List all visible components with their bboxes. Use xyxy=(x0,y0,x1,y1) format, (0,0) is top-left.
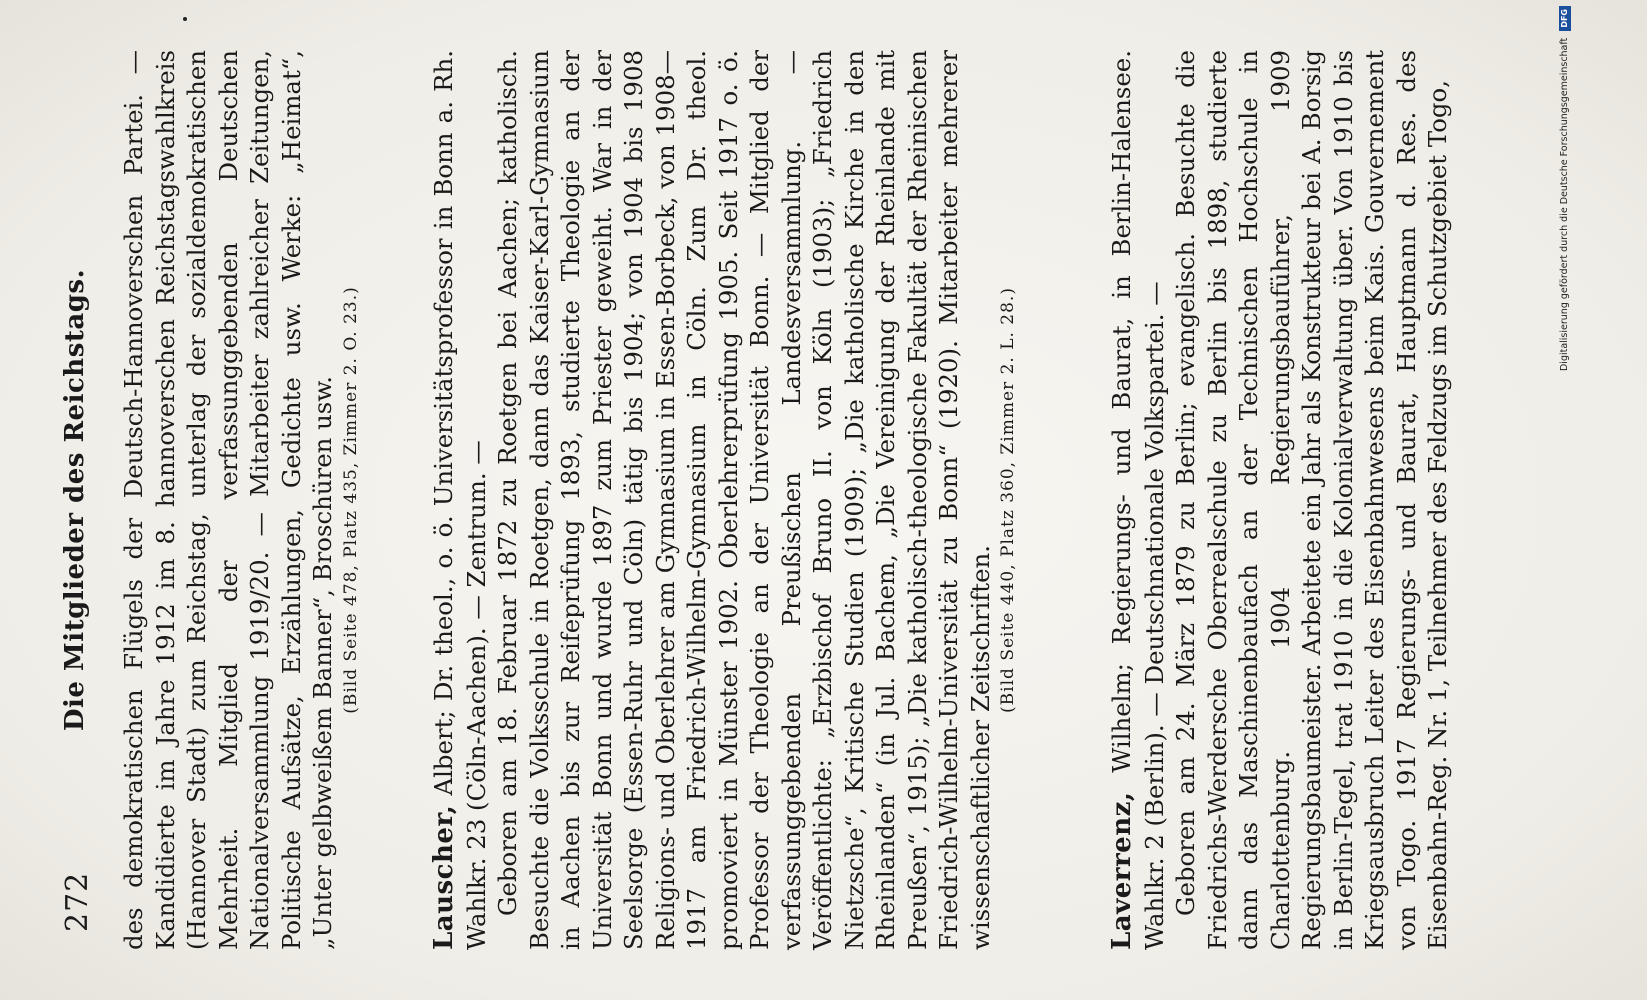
entry-name: Lauscher, xyxy=(429,804,459,950)
entry-continuation xyxy=(118,50,363,950)
entry-laverrenz xyxy=(1106,50,1454,950)
dfg-logo: DFG xyxy=(1559,6,1571,31)
credit-text: Digitalisierung gefördert durch die Deutsche Forschungsgemeinschaft xyxy=(1559,37,1570,372)
entry-reference: (Bild Seite 440, Platz 360, Zimmer 2. L. 28.) xyxy=(998,287,1018,713)
digitization-credit xyxy=(1555,0,1575,1000)
entry-body: Geboren am 24. März 1879 zu Berlin; evangelisch. Besuchte die Friedrichs-Werdersche Oberrealschule zu Berlin bis 1898, studierte dann das Maschinenbaufach an der Technischen Hochschule in Charlottenburg. 1904 Regierungsbauführer, 1909 Regierungsbaumeister. Arbeitete ein Jahr als Konstrukteur bei A. Borsig in Berlin-Tegel, trat 1910 in die Kolonialverwaltung über. Von 1910 bis Kriegsausbruch Leiter des Eisenbahnwesens beim Kais. Gouvernement von Togo. 1917 Regierungs- und Baurat, Hauptmann d. Res. des Eisenbahn-Reg. Nr. 1, Teilnehmer des Feldzugs im Schutzgebiet Togo, xyxy=(1171,50,1452,950)
page-title: Die Mitglieder des Reichstags. xyxy=(60,268,90,732)
entry-body: Geboren am 18. Februar 1872 zu Roetgen bei Aachen; katholisch. Besuchte die Volksschule in Roetgen, dann das Kaiser-Karl-Gymnasium in Aachen bis zur Reifeprüfung 1893, studierte Theologie an der Universität Bonn und wurde 1897 zum Priester geweiht. War in der Seelsorge (Essen-Ruhr und Cöln) tätig bis 1904; von 1904 bis 1908 Religions- und Oberlehrer am Gymnasium in Essen-Borbeck, von 1908—1917 am Friedrich-Wilhelm-Gymnasium in Cöln. Zum Dr. theol. promoviert in Münster 1902. Oberlehrerprüfung 1905. Seit 1917 o. ö. Professor der Theologie an der Universität Bonn. — Mitglied der verfassunggebenden Preußischen Landesversammlung. — Veröffentlichte: „Erzbischof Bruno II. von Köln (1903); „Friedrich Nietzsche“, Kritische Studien (1909); „Die katholische Kirche in den Rheinlanden“ (in Jul. Bachem, „Die Vereinigung der Rheinlande mit Preußen“, 1915); „Die katholisch-theologische Fakultät der Rheinischen Friedrich-Wilhelm-Universität zu Bonn“ (1920). Mitarbeiter mehrerer wissenschaftlicher Zeitschriften. xyxy=(493,50,995,950)
page-number: 272 xyxy=(60,871,95,932)
entry-body: des demokratischen Flügels der Deutsch-Hannoverschen Partei. — Kandidierte im Jahre 1912 im 8. hannoverschen Reichstagswahlkreis (Hannover Stadt) zum Reichstag, unterlag der sozialdemokratischen Mehrheit. Mitglied der verfassunggebenden Deutschen Nationalversammlung 1919/20. — Mitarbeiter zahlreicher Zeitungen, Politische Aufsätze, Erzählungen, Gedichte usw. Werke: „Heimat“, „Unter gelbweißem Banner“, Broschüren usw. xyxy=(119,50,337,950)
entry-intro: Wilhelm; Regierungs- und Baurat, in Berlin-Halensee. Wahlkr. 2 (Berlin). — Deutschnationale Volkspartei. — xyxy=(1107,50,1169,950)
running-head xyxy=(60,28,100,972)
entry-name: Laverrenz, xyxy=(1107,791,1137,950)
entry-reference: (Bild Seite 478, Platz 435, Zimmer 2. O. 23.) xyxy=(340,286,361,714)
entry-lauscher xyxy=(428,50,1020,950)
entry-intro: Albert; Dr. theol., o. ö. Universitätsprofessor in Bonn a. Rh. Wahlkr. 23 (Cöln-Aachen). — Zentrum. — xyxy=(429,50,491,950)
